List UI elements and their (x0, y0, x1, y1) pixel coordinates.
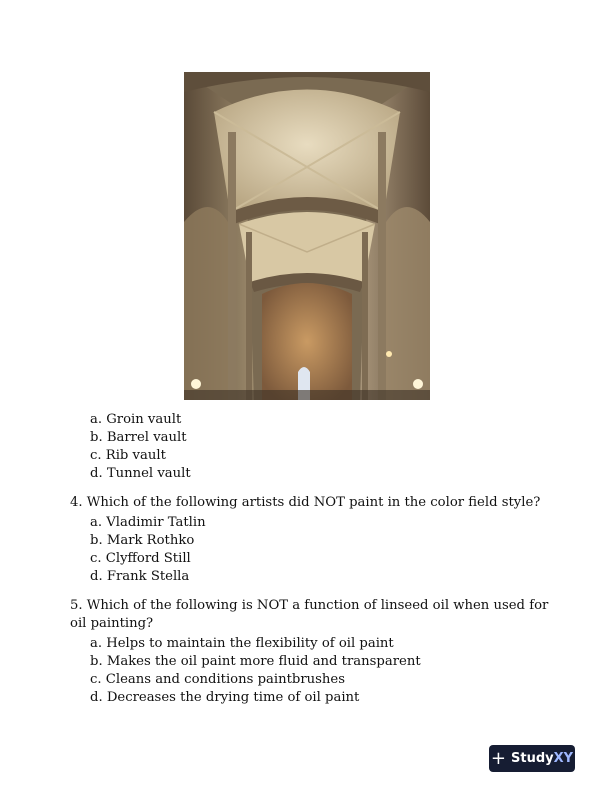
q5-option-c: c. Cleans and conditions paintbrushes (90, 672, 345, 687)
question-3-options (70, 411, 550, 483)
q3-option-b: b. Barrel vault (90, 430, 187, 445)
q4-option-c: c. Clyfford Still (90, 551, 191, 566)
q4-option-a: a. Vladimir Tatlin (90, 515, 206, 530)
plus-icon: + (490, 747, 507, 769)
brand-name-accent: XY (553, 751, 574, 766)
q5-option-d: d. Decreases the drying time of oil paint (90, 690, 360, 705)
brand-name-main: Study (511, 751, 554, 766)
q4-option-b: b. Mark Rothko (90, 533, 195, 548)
studyxy-logo-badge[interactable] (489, 745, 575, 772)
question-4 (70, 494, 550, 586)
question-5 (70, 597, 550, 707)
q5-question-text: 5. Which of the following is NOT a function of linseed oil when used for oil painting? (70, 598, 549, 631)
q5-option-b: b. Makes the oil paint more fluid and transparent (90, 654, 421, 669)
q4-question-text: 4. Which of the following artists did NOT paint in the color field style? (70, 495, 541, 510)
q4-option-d: d. Frank Stella (90, 569, 190, 584)
vaulted-nave-photo (184, 72, 430, 400)
vault-illustration (184, 72, 430, 400)
q3-option-d: d. Tunnel vault (90, 466, 191, 481)
q5-option-a: a. Helps to maintain the flexibility of oil paint (90, 636, 394, 651)
q3-option-a: a. Groin vault (90, 412, 182, 427)
q3-option-c: c. Rib vault (90, 448, 166, 463)
